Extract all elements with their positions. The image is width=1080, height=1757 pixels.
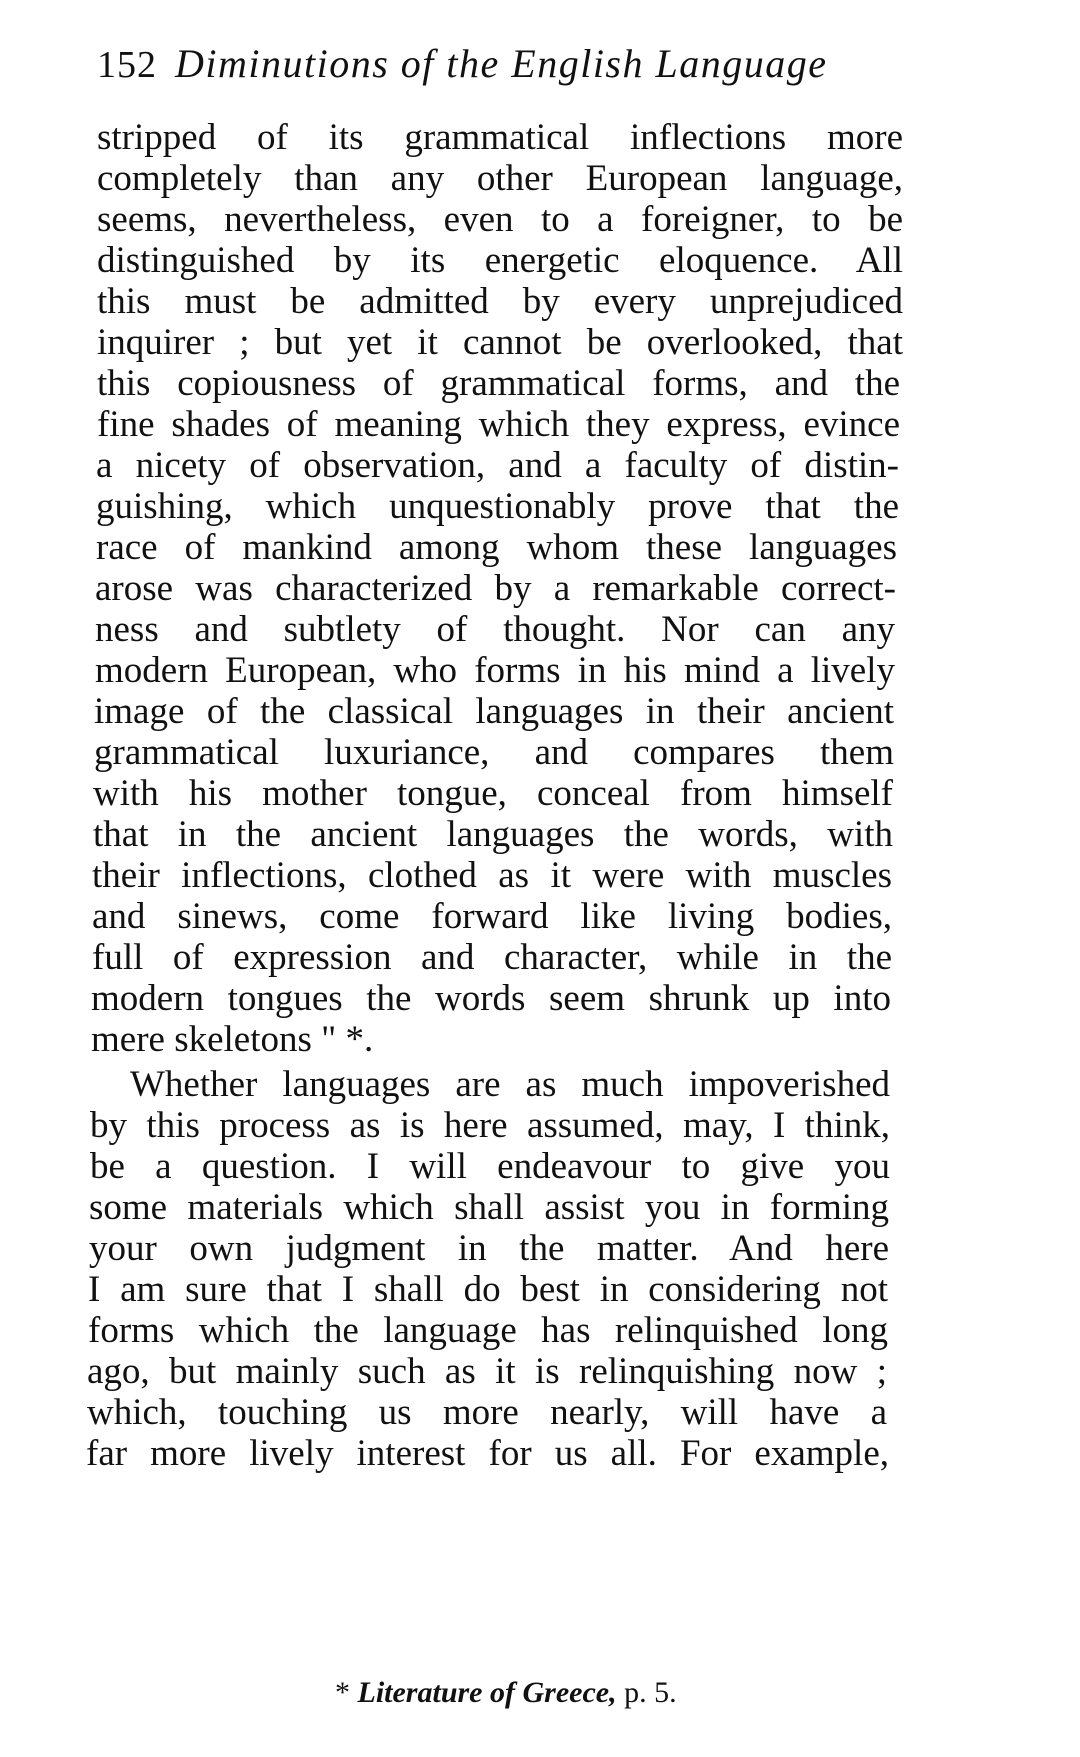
text-line: with his mother tongue, conceal from himself (93, 773, 893, 814)
text-line: distinguished by its energetic eloquence. All (97, 240, 903, 281)
text-line: modern tongues the words seem shrunk up into (91, 978, 891, 1019)
text-line: far more lively interest for us all. For example, (86, 1433, 889, 1474)
footnote (335, 1673, 677, 1713)
text-line: guishing, which unquestionably prove that the (96, 486, 899, 527)
text-line: by this process as is here assumed, may, I think, (90, 1105, 890, 1146)
text-line: completely than any other European language, (97, 158, 903, 199)
text-line: a nicety of observation, and a faculty of distin- (96, 445, 899, 486)
text-line: modern European, who forms in his mind a lively (95, 650, 895, 691)
text-line: their inflections, clothed as it were with muscles (92, 855, 892, 896)
text-line: Whether languages are as much impoverished (130, 1064, 890, 1105)
text-line: be a question. I will endeavour to give you (90, 1146, 890, 1187)
text-line: ness and subtlety of thought. Nor can any (95, 609, 895, 650)
text-line: race of mankind among whom these languages (96, 527, 897, 568)
text-line: grammatical luxuriance, and compares them (94, 732, 894, 773)
text-line: that in the ancient languages the words, with (93, 814, 893, 855)
text-line: this copiousness of grammatical forms, and the (97, 363, 900, 404)
text-line: I am sure that I shall do best in considering not (88, 1269, 888, 1310)
text-line: seems, nevertheless, even to a foreigner, to be (97, 199, 903, 240)
page-number: 152 (97, 44, 157, 86)
text-line: which, touching us more nearly, will have a (87, 1392, 887, 1433)
text-line: full of expression and character, while in the (92, 937, 892, 978)
text-line: your own judgment in the matter. And here (89, 1228, 889, 1269)
text-line: forms which the language has relinquished long (88, 1310, 888, 1351)
footnote-marker: * (335, 1676, 350, 1709)
text-line: stripped of its grammatical inflections more (97, 117, 903, 158)
text-line: ago, but mainly such as it is relinquishing now ; (87, 1351, 887, 1392)
text-line: inquirer ; but yet it cannot be overlooked, that (97, 322, 903, 363)
page-header (97, 40, 957, 100)
text-line: mere skeletons " *. (91, 1019, 374, 1060)
running-title: Diminutions of the English Language (175, 41, 828, 86)
text-line: and sinews, come forward like living bodies, (92, 896, 892, 937)
text-line: some materials which shall assist you in forming (89, 1187, 889, 1228)
footnote-title: Literature of Greece, (357, 1676, 617, 1709)
text-line: arose was characterized by a remarkable correct- (95, 568, 896, 609)
footnote-page-ref: p. 5. (624, 1676, 677, 1709)
text-line: image of the classical languages in their ancient (94, 691, 894, 732)
text-line: this must be admitted by every unprejudiced (97, 281, 903, 322)
text-line: fine shades of meaning which they express, evince (97, 404, 900, 445)
